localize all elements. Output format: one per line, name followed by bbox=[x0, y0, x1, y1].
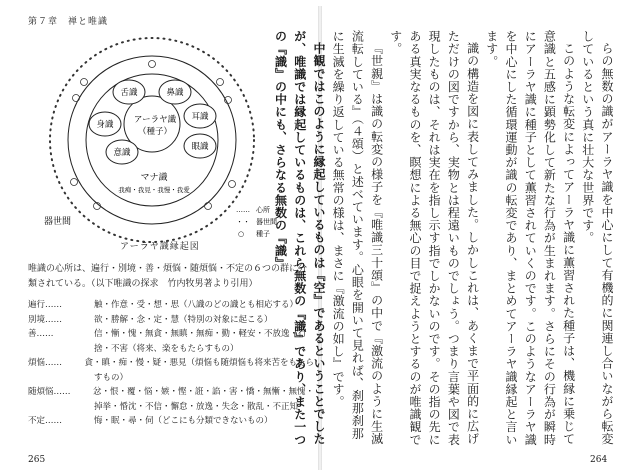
factor-list: 貪・瞋・痴・慢・疑・悪見（煩悩も随煩悩も将来苦をもたら bbox=[84, 358, 314, 368]
factor-category: 別境…… bbox=[28, 314, 63, 325]
sense-tongue: 舌識 bbox=[120, 88, 138, 98]
kisekai-label: 器世間 bbox=[44, 217, 72, 227]
page-number-left: 265 bbox=[28, 455, 46, 465]
legend-label-3: 種子 bbox=[256, 230, 270, 238]
sense-ear: 耳識 bbox=[191, 112, 209, 122]
vertical-body-text bbox=[273, 30, 616, 450]
body-paragraph: らの無数の識がアーラヤ識を中心にして有機的に関連し合いながら転変しているという真に壮大な世界です。 bbox=[580, 30, 614, 446]
sense-body: 身識 bbox=[96, 120, 114, 130]
mental-factors-intro: 唯識の心所は、遍行・別境・善・煩悩・随煩悩・不定の６つの群に分類されている。（以下唯識の探求 竹内牧男著より引用） bbox=[28, 264, 308, 289]
body-paragraph: 中観ではこのように縁起しているものは『空』であるということでしたが、唯識では縁起しているものは、これら無数の『識』であり、また一つの『識』の中にも、さらなる無数の『識』 bbox=[273, 30, 326, 446]
alaya-diagram bbox=[22, 34, 302, 246]
legend-symbol-1: …… bbox=[236, 206, 250, 214]
factor-category: 不定…… bbox=[28, 416, 63, 426]
sense-nose: 鼻識 bbox=[166, 88, 184, 98]
body-paragraph: 『世親』は識の転変の様子を『唯識三十頌』の中で『激流のように生滅流転している』（４頌）と述べています。心眼を開いて見れば、刹那刹那に生滅を繰り返している無常の様は、まさに『激流の如し』です。 bbox=[331, 30, 384, 446]
alaya-sub-label: （種子） bbox=[137, 127, 173, 137]
factor-list: 忿・恨・覆・悩・嫉・慳・誑・諂・害・憍・無慚・無愧・ bbox=[92, 387, 314, 397]
legend-label-1: 心所 bbox=[256, 206, 270, 214]
factor-category: 善…… bbox=[28, 329, 54, 339]
body-paragraph: このような転変によってアーラヤ識に薫習された種子は、機縁に乗じて意識と五感に顕勢化して新たな行為が生まれます。さらにその行為が瞬時にアーラヤ識に種子として薫習されていくのです。このようなアーラヤ識を中心にした循環運動が識の転変であり、まとめてアーラヤ識縁起と言います。 bbox=[484, 30, 576, 446]
legend-label-2: 器世間 bbox=[256, 218, 277, 226]
factor-list: すもの） bbox=[94, 372, 129, 383]
page-number-right: 264 bbox=[590, 455, 608, 465]
factor-category: 遍行…… bbox=[28, 300, 63, 310]
factor-list: 悔・眠・尋・伺（どこにも分類できないもの） bbox=[94, 416, 273, 426]
legend-symbol-2: ・・ bbox=[236, 218, 250, 226]
body-paragraph: 識の構造を図に表してみました。しかしこれは、あくまで平面的に広げただけの図ですから、実物とは程遠いものでしょう。つまり言葉や図で表現したものは、それは実在を指し示す指でしかないのです。その指の先にある真実なるものを、瞑想による無心の目で捉えようとするのが唯識観です。 bbox=[388, 30, 480, 446]
factor-list: 捨・不害（将来、楽をもたらすもの） bbox=[94, 343, 239, 354]
factor-category: 煩悩…… bbox=[28, 358, 63, 368]
diagram-caption: アーラヤ識縁起図 bbox=[120, 242, 200, 252]
factor-category: 随煩悩…… bbox=[28, 387, 71, 397]
factor-list: 欲・勝解・念・定・慧（特別の対象に起こる） bbox=[94, 314, 273, 325]
sense-mind: 意識 bbox=[113, 148, 131, 158]
factor-list: 信・慚・愧・無貪・無瞋・無痴・勤・軽安・不放逸・行 bbox=[94, 329, 307, 339]
alaya-label: アーラヤ識 bbox=[133, 115, 177, 125]
sense-eye: 眼識 bbox=[191, 142, 209, 152]
manas-sub-label: 我痴・我見・我慢・我愛 bbox=[118, 186, 190, 194]
legend-symbol-3: ○ bbox=[238, 230, 245, 238]
factor-list: 触・作意・受・想・思（八識のどの識とも相応する） bbox=[94, 300, 299, 310]
chapter-header: 第７章 禅と唯識 bbox=[28, 17, 109, 27]
manas-label: マナ識 bbox=[140, 173, 168, 183]
factor-list: 掉挙・惛沈・不信・懈怠・放逸・失念・散乱・不正知 bbox=[94, 401, 299, 412]
